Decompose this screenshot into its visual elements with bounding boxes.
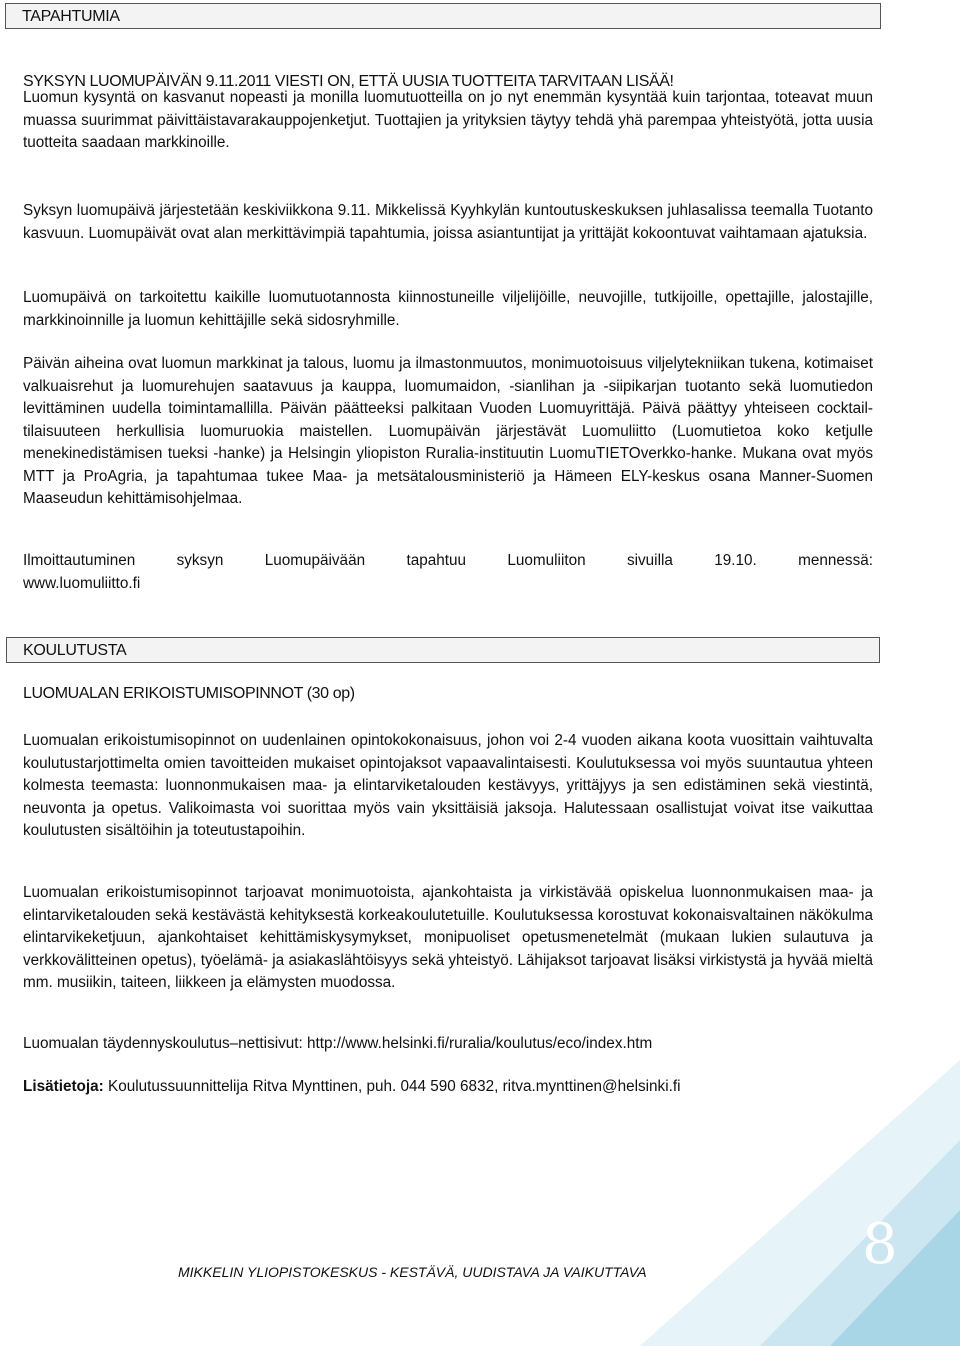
contact-line — [23, 1076, 873, 1099]
section-title: TAPAHTUMIA — [22, 8, 120, 25]
section-title-box — [6, 637, 880, 663]
registration-link[interactable]: www.luomuliitto.fi — [23, 574, 141, 592]
registration-text: Ilmoittautuminen syksyn Luomupäivään tapahtuu Luomuliiton sivuilla 19.10. mennessä: — [23, 552, 873, 569]
paragraph: Luomun kysyntä on kasvanut nopeasti ja monilla luomutuotteilla on jo nyt enemmän kysyntää kuin tarjontaa, toteavat muun muassa suurimmat päivittäistavarakauppojenketjut. Tuottajien ja yrityksien täytyy tehdä yhä parempaa yhteistyötä, jotta uusia tuotteita saadaan markkinoille. — [23, 89, 873, 151]
page-number: 8 — [862, 1212, 898, 1277]
section-title: KOULUTUSTA — [23, 642, 127, 659]
registration-paragraph — [23, 550, 873, 595]
paragraph: Päivän aiheina ovat luomun markkinat ja talous, luomu ja ilmastonmuutos, monimuotoisuus viljelytekniikan tukena, kotimaiset valkuaisrehut ja luomurehujen saatavuus ja kauppa, luomumaidon, -sianlihan ja -siipikarjan tuotanto sekä luomutiedon levittäminen uudella toimintamallilla. Päivän päätteeksi palkitaan Vuoden Luomuyrittäjä. Päivä päättyy yhteiseen cocktail-tilaisuuteen herkullisia luomuruokia maistellen. Luomupäivän järjestävät Luomuliitto (Luomutietoa koko ketjulle menekinedistämisen tueksi -hanke) ja Helsingin yliopiston Ruralia-instituutin LuomuTIETOverkko-hanke. Mukana ovat myös MTT ja ProAgria, ja tapahtumaa tukee Maa- ja metsätalousministeriö ja Hämeen ELY-keskus osana Manner-Suomen Maaseudun kehittämisohjelmaa. — [23, 355, 873, 507]
website-line[interactable]: Luomualan täydennyskoulutus–nettisivut: http://www.helsinki.fi/ruralia/koulutus/eco/index.htm — [23, 1035, 653, 1052]
paragraph: Luomualan erikoistumisopinnot tarjoavat monimuotoista, ajankohtaista ja virkistävää opiskelua luonnonmukaisen maa- ja elintarviketalouden sekä kestävästä kehityksestä korkeakoulutetuille. Koulutuksessa korostuvat kokonaisvaltainen näkökulma elintarvikeketjuun, ajankohtaiset kehittämiskysymykset, monipuoliset opetusmenetelmät (mukaan lukien sulautuva ja verkkovälitteinen opetus), työelämä- ja asiakaslähtöisyys sekä yhteistyö. Lähijaksot tarjoavat lisäksi virkistystä ja hyvää mieltä mm. musiikin, taiteen, liikkeen ja elämysten muodossa. — [23, 884, 873, 991]
section-title-box — [5, 3, 881, 29]
paragraph: Luomualan erikoistumisopinnot on uudenlainen opintokokonaisuus, johon voi 2-4 vuoden aikana koota vuosittain vaihtuvalta koulutustarjottimelta omien tavoitteiden mukaiset opintojaksot vapaavalintaisesti. Koulutuksessa voi myös suuntautua yhteen kolmesta teemasta: luonnonmukaisen maa- ja elintarviketalouden kestävyys, yrittäjyys ja sen edistäminen sekä viestintä, neuvonta ja opetus. Valikoimasta voi suorittaa myös vain yksittäisiä jaksoja. Halutessaan osallistujat voivat itse vaikuttaa koulutusten sisältöihin ja toteutustapoihin. — [23, 732, 873, 839]
paragraph: Luomupäivä on tarkoitettu kaikille luomutuotannosta kiinnostuneille viljelijöille, neuvojille, tutkijoille, opettajille, jalostajille, markkinoinnille ja luomun kehittäjille sekä sidosryhmille. — [23, 289, 873, 329]
paragraph: Syksyn luomupäivä järjestetään keskiviikkona 9.11. Mikkelissä Kyyhkylän kuntoutuskeskuksen juhlasalissa teemalla Tuotanto kasvuun. Luomupäivät ovat alan merkittävimpiä tapahtumia, joissa asiantuntijat ja yrittäjät kokoontuvat vaihtamaan ajatuksia. — [23, 202, 873, 242]
contact-details[interactable]: Koulutussuunnittelija Ritva Mynttinen, puh. 044 590 6832, ritva.mynttinen@helsinki.fi — [103, 1078, 681, 1095]
article-heading: LUOMUALAN ERIKOISTUMISOPINNOT (30 op) — [23, 685, 355, 702]
article-heading: SYKSYN LUOMUPÄIVÄN 9.11.2011 VIESTI ON, ETTÄ UUSIA TUOTTEITA TARVITAAN LISÄÄ! — [23, 73, 674, 90]
contact-label: Lisätietoja: — [23, 1078, 104, 1095]
footer-text: MIKKELIN YLIOPISTOKESKUS - KESTÄVÄ, UUDISTAVA JA VAIKUTTAVA — [178, 1264, 647, 1280]
